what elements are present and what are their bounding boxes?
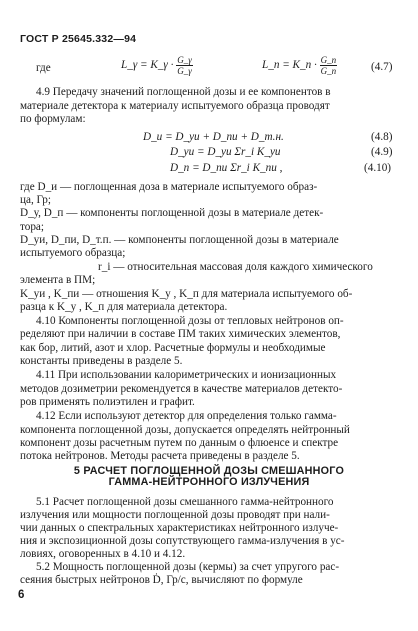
def-line-1: где D_и — поглощенная доза в материале испытуемого образ-	[20, 181, 318, 193]
equation-4-7-left	[121, 55, 193, 76]
equation-4-9: D_уи = D_уи Σr_i K_уи	[170, 146, 281, 158]
p52-line-1: 5.2 Мощность поглощенной дозы (кермы) за счет упругого рас-	[36, 561, 340, 573]
equation-4-7-right-text: L_n = K_n ·	[262, 59, 317, 72]
def-line-9: K_уи , K_пи — отношения K_у , K_п для материала испытуемого об-	[20, 288, 353, 300]
p410-line-4: константы приведены в разделе 5.	[20, 355, 183, 367]
equation-4-10: D_п = D_пи Σr_i K_пи ,	[170, 162, 283, 174]
p412-line-3: компонент дозы расчетным путем по данным о флюенсе и спектре	[20, 437, 339, 449]
p49-line-1: 4.9 Передачу значений поглощенной дозы и ее компонентов в	[36, 86, 331, 98]
equation-4-10-number: (4.10)	[364, 162, 392, 174]
p51-line-5: ловиях, оговоренных в 4.10 и 4.12.	[20, 548, 186, 560]
p412-line-4: потока нейтронов. Методы расчета приведены в разделе 5.	[20, 450, 300, 462]
where-word: где	[36, 62, 51, 74]
def-line-10: разца к K_у , K_п для материала детектора.	[20, 301, 228, 313]
section-5-heading-line-1: 5 РАСЧЕТ ПОГЛОЩЕННОЙ ДОЗЫ СМЕШАННОГО	[73, 465, 345, 477]
equation-4-7-number: (4.7)	[371, 61, 393, 73]
fraction-denominator: G_γ	[177, 66, 192, 76]
fraction-denominator: G_n	[320, 66, 337, 76]
section-5-heading-line-2: ГАММА-НЕЙТРОННОГО ИЗЛУЧЕНИЯ	[108, 476, 310, 488]
equation-4-8: D_и = D_уи + D_пи + D_т.н.	[143, 131, 284, 143]
fraction-numerator: G_n	[320, 55, 337, 65]
p51-line-2: излучения или мощности поглощенной дозы проводят при нали-	[20, 509, 330, 521]
p49-line-2: материале детектора к материалу испытуемого образца проводят	[20, 100, 330, 112]
equation-4-8-number: (4.8)	[371, 131, 393, 143]
p410-line-1: 4.10 Компоненты поглощенной дозы от тепловых нейтронов оп-	[36, 315, 344, 327]
standard-code-header: ГОСТ Р 25645.332—94	[20, 33, 137, 45]
def-line-7: r_i — относительная массовая доля каждого химического	[98, 261, 373, 273]
equation-4-7-right-fraction	[320, 55, 338, 76]
p51-line-3: чии данных о спектральных характеристиках нейтронного излуче-	[20, 522, 339, 534]
equation-4-7-left-fraction	[176, 55, 193, 76]
def-line-6: испытуемого образца;	[20, 247, 126, 259]
p411-line-2: методов дозиметрии рекомендуется в качестве материалов детекто-	[20, 383, 343, 395]
p51-line-1: 5.1 Расчет поглощенной дозы смешанного гамма-нейтронного	[36, 496, 334, 508]
def-line-2: ца, Гр;	[20, 194, 52, 206]
def-line-3: D_у, D_п — компоненты поглощенной дозы в материале детек-	[20, 207, 324, 219]
def-line-8: элемента в ПМ;	[20, 274, 96, 286]
fraction-numerator: G_γ	[177, 55, 192, 65]
p51-line-4: ния и экспозиционной дозы сопутствующего гамма-излучения в ус-	[20, 535, 345, 547]
p412-line-1: 4.12 Если используют детектор для определения только гамма-	[36, 410, 337, 422]
p411-line-1: 4.11 При использовании калориметрических и ионизационных	[36, 369, 337, 381]
p410-line-2: ределяют при наличии в составе ПМ таких химических элементов,	[20, 328, 341, 340]
equation-4-9-number: (4.9)	[371, 146, 393, 158]
def-line-5: D_уи, D_пи, D_т.п. — компоненты поглощенной дозы в материале	[20, 234, 339, 246]
page-number: 6	[18, 589, 25, 601]
p52-line-2: сеяния быстрых нейтронов Ḋ, Гр/с, вычисляют по формуле	[20, 574, 303, 586]
p411-line-3: ров применять полиэтилен и графит.	[20, 396, 195, 408]
p410-line-3: как бор, литий, азот и хлор. Расчетные формулы и необходимые	[20, 342, 326, 354]
p49-line-3: по формулам:	[20, 113, 86, 125]
equation-4-7-right	[262, 55, 337, 76]
def-line-4: тора;	[20, 221, 45, 233]
equation-4-7-left-text: L_γ = K_γ ·	[121, 59, 174, 72]
p412-line-2: компонента поглощенной дозы, допускается определять нейтронный	[20, 424, 350, 436]
